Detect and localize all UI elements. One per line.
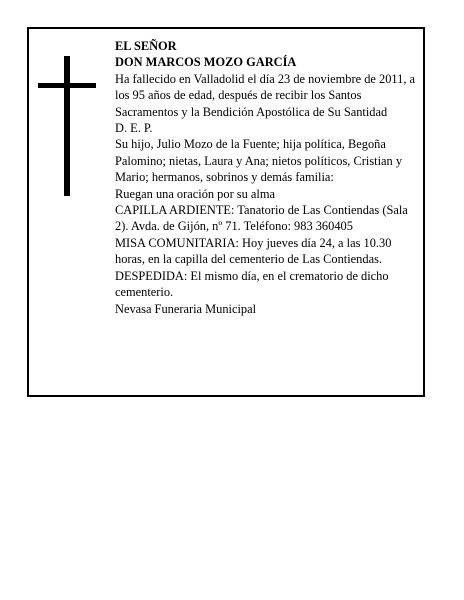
rest-in-peace: D. E. P. <box>115 121 153 136</box>
cross-icon <box>64 56 70 196</box>
chapel-info: CAPILLA ARDIENTE: Tanatorio de Las Contiendas (Sala 2). Avda. de Gijón, nº 71. Teléfono: 983 360405 <box>115 203 408 234</box>
cross-icon-crossbar <box>38 83 96 88</box>
funeral-home: Nevasa Funeraria Municipal <box>115 301 257 316</box>
death-statement: Ha fallecido en Valladolid el día 23 de noviembre de 2011, a los 95 años de edad, después de recibir los Santos Sacramentos y la Bendición Apostólica de Su Santidad <box>115 71 416 119</box>
deceased-name: DON MARCOS MOZO GARCÍA <box>115 55 297 70</box>
mass-info: MISA COMUNITARIA: Hoy jueves día 24, a las 10.30 horas, en la capilla del cementerio de Las Contiendas. <box>115 235 392 267</box>
family-list: Su hijo, Julio Mozo de la Fuente; hija política, Begoña Palomino; nietas, Laura y Ana; nietos políticos, Cristian y Mario; hermanos, sobrinos y demás familia: <box>115 137 403 185</box>
prayer-request: Ruegan una oración por su alma <box>115 186 275 201</box>
deceased-title: EL SEÑOR <box>115 39 177 53</box>
farewell-info: DESPEDIDA: El mismo día, en el crematorio de dicho cementerio. <box>115 268 389 300</box>
obituary-text <box>115 38 420 317</box>
